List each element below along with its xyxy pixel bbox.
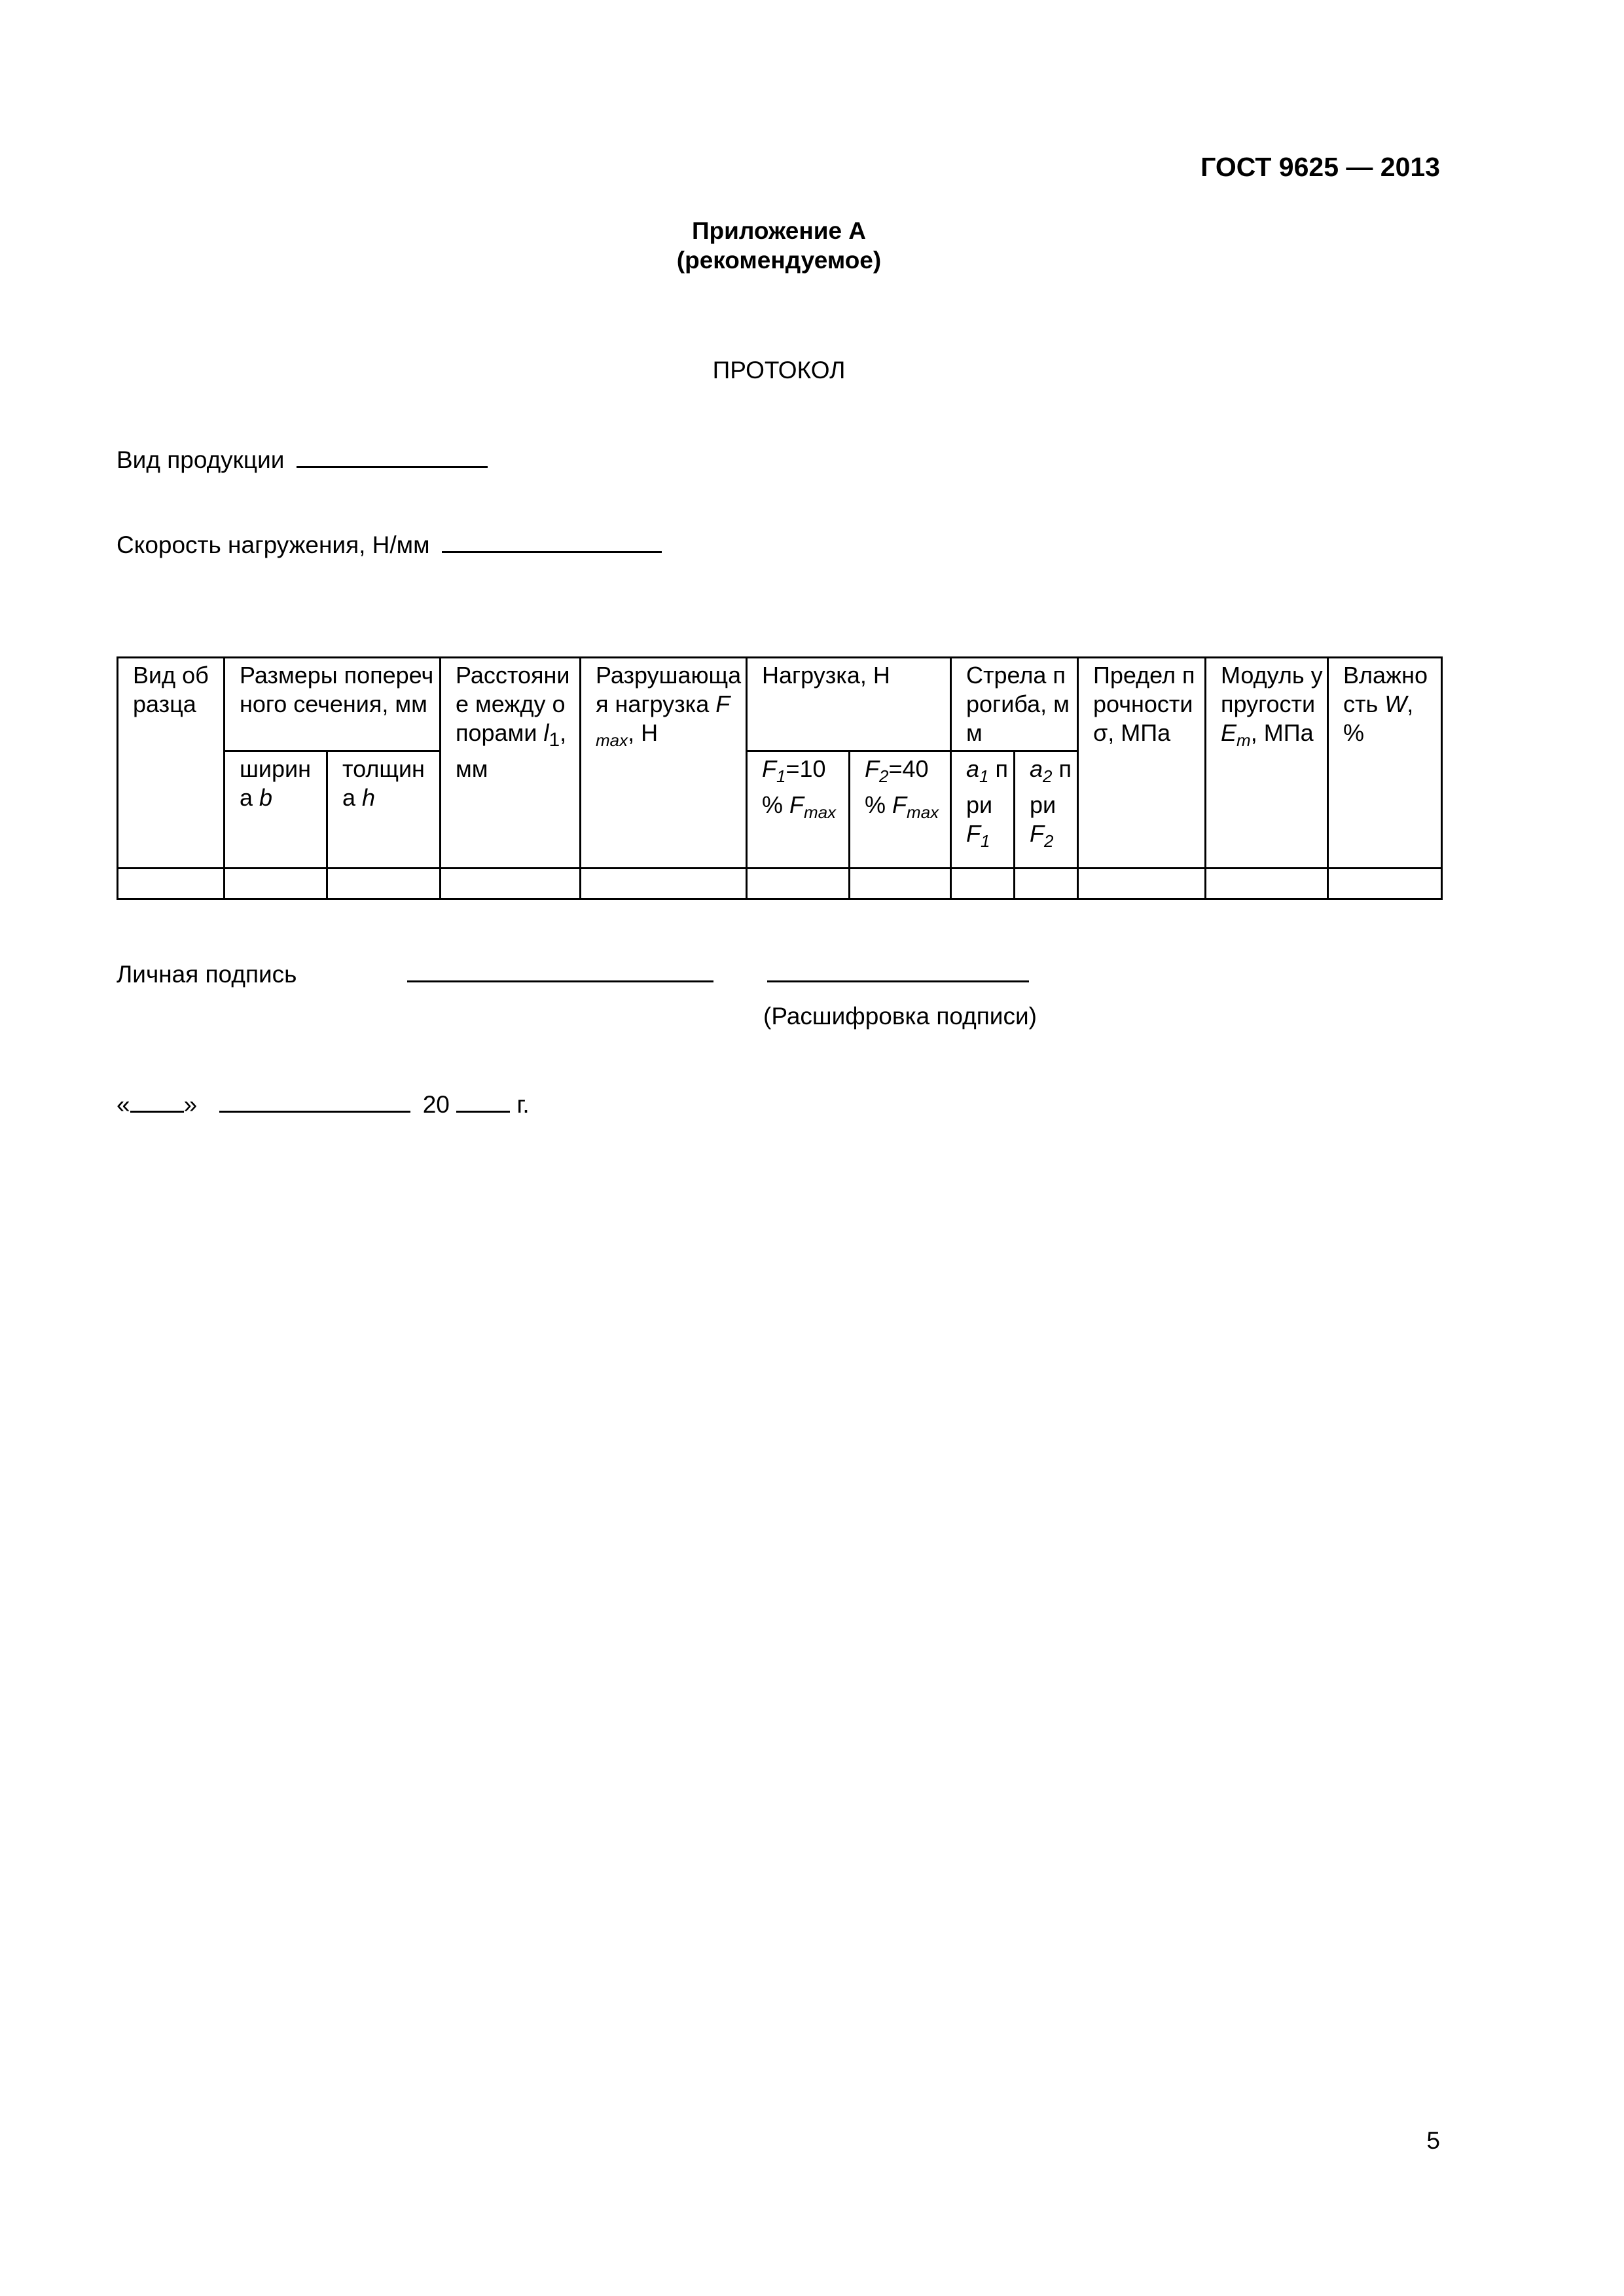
standard-code: ГОСТ 9625 — 2013 [1200,152,1440,182]
table-cell[interactable] [225,869,327,899]
table-cell[interactable] [951,869,1015,899]
date-open-quote: « [117,1091,130,1118]
table-cell[interactable] [747,869,850,899]
header-f1: $F_1=10$ % $F_{max}$ [747,751,850,869]
loading-speed-field [117,529,662,559]
table-cell[interactable] [1328,869,1442,899]
date-close-quote: » [183,1091,198,1118]
header-sample-type: Вид образца [118,658,225,869]
date-field [117,1088,530,1119]
year-blank[interactable] [456,1088,510,1113]
table-cell[interactable] [1078,869,1206,899]
table-row [118,869,1442,899]
product-type-field [117,444,488,474]
header-support-distance: Расстояние между опорами $l_1$, мм [441,658,581,869]
table-cell[interactable] [1015,869,1078,899]
table-cell[interactable] [441,869,581,899]
page-number: 5 [1426,2127,1440,2154]
appendix-heading [615,216,943,275]
appendix-subtitle: (рекомендуемое) [676,247,882,274]
product-type-label: Вид продукции [117,446,285,473]
signature-line[interactable] [407,980,713,982]
protocol-table [117,656,1443,900]
loading-speed-label: Скорость нагружения, Н/мм [117,531,430,558]
signature-decode-line[interactable] [767,980,1029,982]
signature-decode-caption: (Расшифровка подписи) [763,1003,1037,1030]
header-breaking-load: Разрушающая нагрузка $F_{max}$, Н [581,658,747,869]
day-blank[interactable] [130,1088,184,1113]
header-f2: $F_2=40$ % $F_{max}$ [850,751,951,869]
table-cell[interactable] [1206,869,1328,899]
header-a2: $a_2$ при $F_2$ [1015,751,1078,869]
protocol-title: ПРОТОКОЛ [712,357,846,384]
product-type-blank[interactable] [297,444,488,468]
year-prefix: 20 [422,1091,450,1118]
header-deflection: Стрела прогиба, мм [951,658,1078,751]
year-suffix: г. [516,1091,530,1118]
header-thickness: толщина h [327,751,441,869]
header-moisture: Влажность W, % [1328,658,1442,869]
header-elastic-modulus: Модуль упругости $E_m$, МПа [1206,658,1328,869]
month-blank[interactable] [219,1088,410,1113]
table-cell[interactable] [327,869,441,899]
header-a1: $a_1$ при $F_1$ [951,751,1015,869]
table-cell[interactable] [850,869,951,899]
header-cross-section: Размеры поперечного сечения, мм [225,658,441,751]
header-width: ширина b [225,751,327,869]
loading-speed-blank[interactable] [442,529,662,553]
signature-label: Личная подпись [117,961,297,988]
header-strength-limit: Предел прочности σ, МПа [1078,658,1206,869]
table-cell[interactable] [581,869,747,899]
header-load: Нагрузка, Н [747,658,951,751]
table-cell[interactable] [118,869,225,899]
appendix-title: Приложение А [691,217,867,244]
